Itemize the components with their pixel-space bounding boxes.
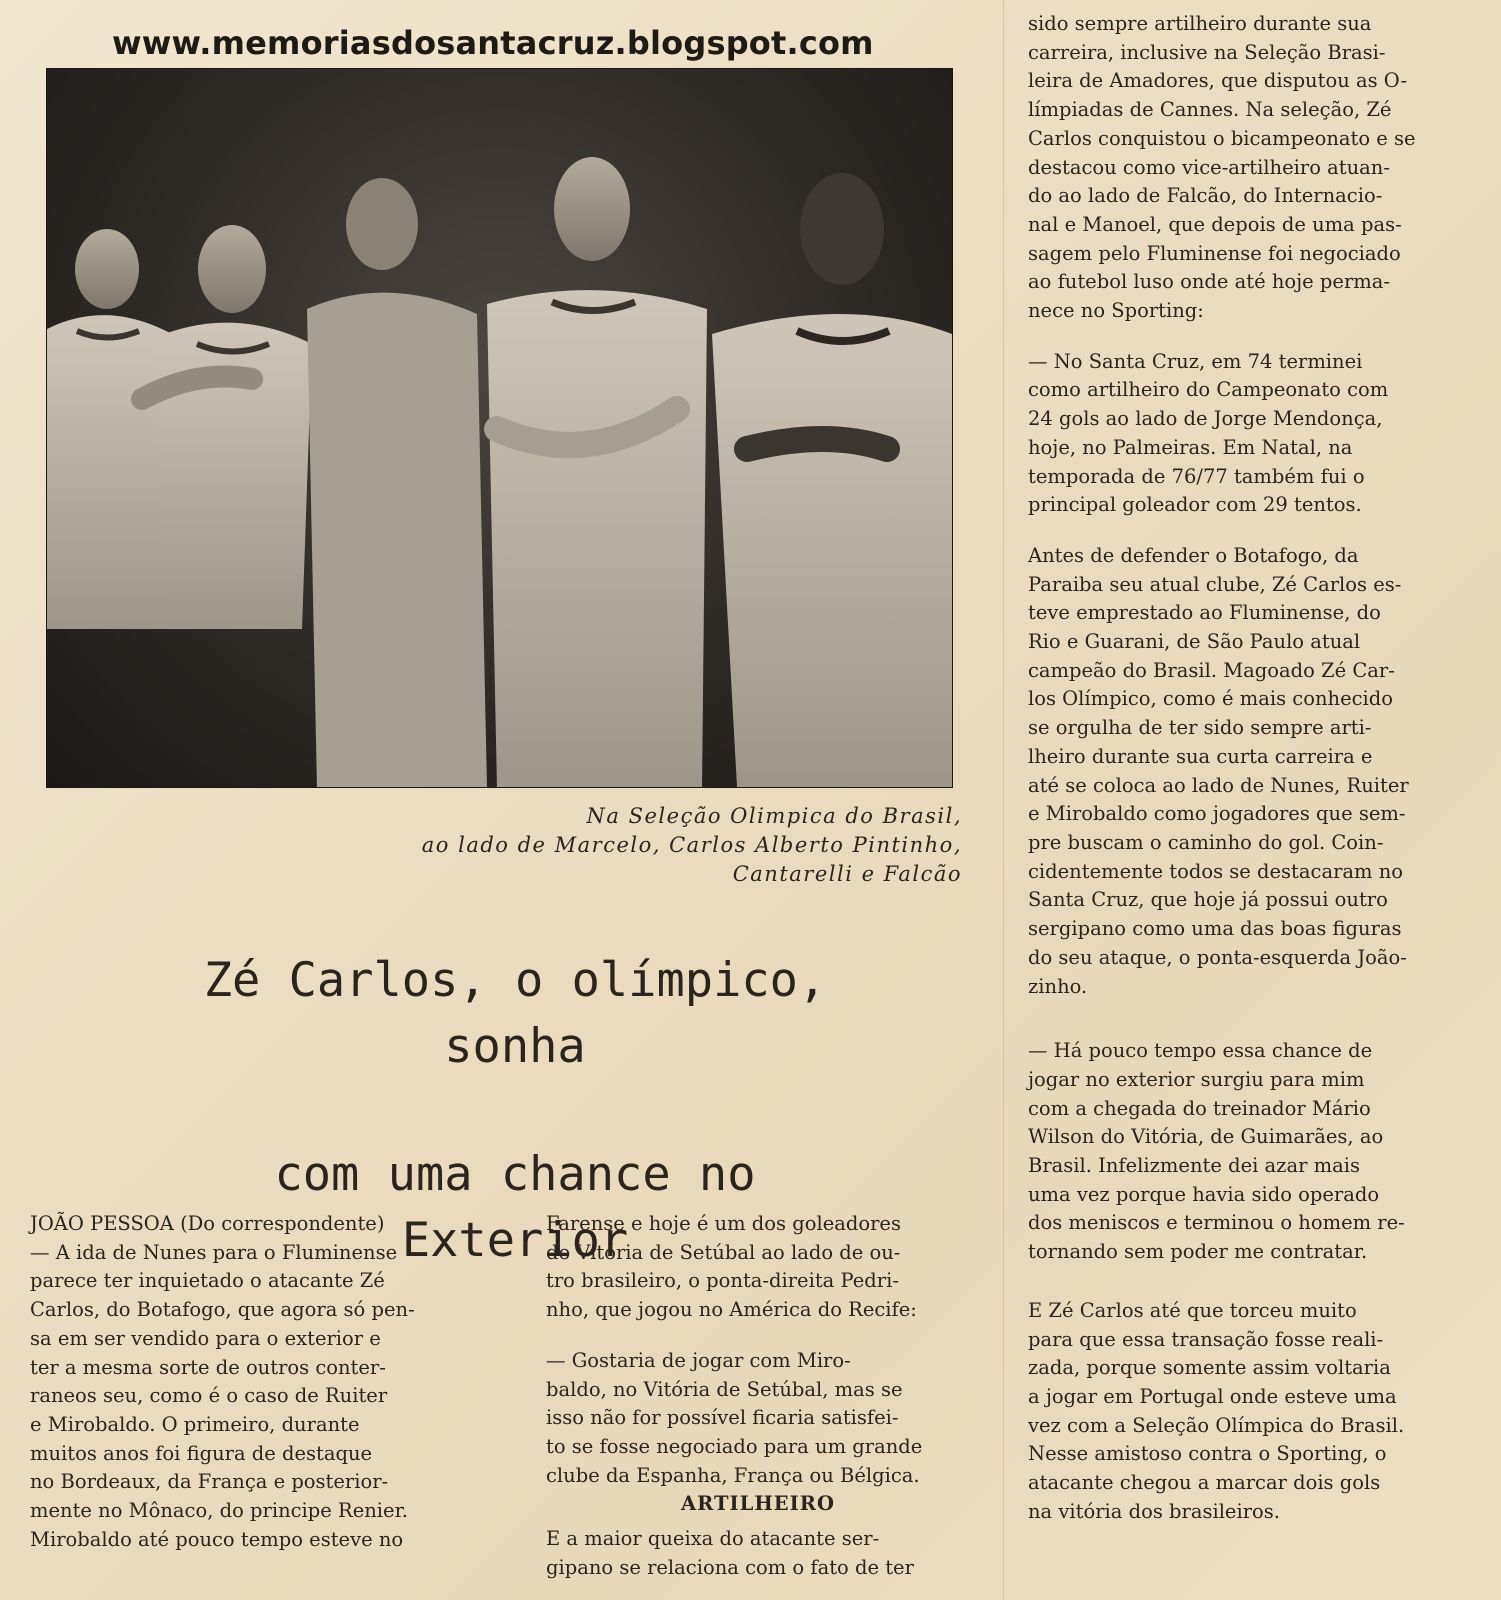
text-line: sido sempre artilheiro durante sua: [1028, 12, 1372, 35]
text-line: Rio e Guarani, de São Paulo atual: [1028, 630, 1361, 654]
column-rule: [1003, 0, 1004, 1600]
text-line: baldo, no Vitória de Setúbal, mas se: [546, 1377, 903, 1401]
text-line: Farense e hoje é um dos goleadores: [546, 1212, 901, 1235]
caption-line: Cantarelli e Falcão: [732, 862, 962, 886]
text-line: destacou como vice-artilheiro atuan-: [1028, 155, 1390, 179]
text-line: nece no Sporting:: [1028, 299, 1204, 323]
blog-url: www.memoriasdosantacruz.blogspot.com: [112, 24, 874, 62]
text-line: Wilson do Vitória, de Guimarães, ao: [1028, 1125, 1384, 1149]
text-line: Carlos conquistou o bicampeonato e se: [1028, 126, 1416, 150]
text-line: gipano se relaciona com o fato de ter: [546, 1555, 914, 1579]
text-line: como artilheiro do Campeonato com: [1028, 378, 1389, 402]
text-line: cidentemente todos se destacaram no: [1028, 859, 1404, 883]
text-line: lheiro durante sua curta carreira e: [1028, 744, 1373, 768]
caption-line: Na Seleção Olimpica do Brasil,: [586, 804, 962, 828]
text-line: zinho.: [1028, 974, 1088, 998]
text-line: carreira, inclusive na Seleção Brasi-: [1028, 40, 1386, 64]
text-line: vez com a Seleção Olímpica do Brasil.: [1028, 1413, 1405, 1437]
text-line: leira de Amadores, que disputou as O-: [1028, 69, 1408, 93]
text-line: Nesse amistoso contra o Sporting, o: [1028, 1442, 1387, 1466]
team-photo-icon: [47, 69, 952, 787]
text-line: los Olímpico, como é mais conhecido: [1028, 687, 1393, 711]
text-line: tro brasileiro, o ponta-direita Pedri-: [546, 1269, 899, 1293]
text-line: raneos seu, como é o caso de Ruiter: [30, 1384, 388, 1408]
text-line: ao futebol luso onde até hoje perma-: [1028, 270, 1390, 294]
headline-line: Zé Carlos, o olímpico, sonha: [203, 953, 827, 1074]
text-line: sagem pelo Fluminense foi negociado: [1028, 241, 1401, 265]
photo-caption: [300, 802, 962, 889]
text-line: — A ida de Nunes para o Fluminense: [30, 1240, 398, 1264]
text-line: teve emprestado ao Fluminense, do: [1028, 601, 1381, 625]
subheading: ARTILHEIRO: [681, 1492, 835, 1516]
article-column-3: [1028, 10, 1458, 1526]
text-line: muitos anos foi figura de destaque: [30, 1441, 373, 1465]
text-line: 24 gols ao lado de Jorge Mendonça,: [1028, 407, 1383, 431]
team-photo: [46, 68, 953, 788]
text-line: até se coloca ao lado de Nunes, Ruiter: [1028, 773, 1409, 797]
text-line: E Zé Carlos até que torceu muito: [1028, 1298, 1357, 1322]
text-line: Paraiba seu atual clube, Zé Carlos es-: [1028, 572, 1402, 596]
text-line: zada, porque somente assim voltaria: [1028, 1356, 1391, 1380]
text-line: nal e Manoel, que depois de uma pas-: [1028, 212, 1402, 236]
text-line: tornando sem poder me contratar.: [1028, 1240, 1368, 1264]
caption-line: ao lado de Marcelo, Carlos Alberto Pintinho,: [421, 833, 962, 857]
text-line: — No Santa Cruz, em 74 terminei: [1028, 349, 1363, 373]
text-line: na vitória dos brasileiros.: [1028, 1499, 1280, 1523]
text-line: clube da Espanha, França ou Bélgica.: [546, 1463, 920, 1487]
text-line: parece ter inquietado o atacante Zé: [30, 1269, 385, 1293]
text-line: uma vez porque havia sido operado: [1028, 1182, 1380, 1206]
text-line: com a chegada do treinador Mário: [1028, 1096, 1371, 1120]
text-line: — Gostaria de jogar com Miro-: [546, 1348, 851, 1372]
text-line: e Mirobaldo como jogadores que sem-: [1028, 802, 1406, 826]
text-line: atacante chegou a marcar dois gols: [1028, 1471, 1381, 1495]
text-line: Brasil. Infelizmente dei azar mais: [1028, 1154, 1360, 1178]
text-line: ter a mesma sorte de outros conter-: [30, 1355, 386, 1379]
text-line: to se fosse negociado para um grande: [546, 1434, 923, 1458]
text-line: isso não for possível ficaria satisfei-: [546, 1406, 899, 1430]
article-column-2: [546, 1210, 970, 1582]
text-line: do ao lado de Falcão, do Internacio-: [1028, 184, 1383, 208]
text-line: principal goleador com 29 tentos.: [1028, 493, 1362, 517]
text-line: do seu ataque, o ponta-esquerda João-: [1028, 945, 1407, 969]
text-line: Carlos, do Botafogo, que agora só pen-: [30, 1298, 415, 1322]
text-line: para que essa transação fosse reali-: [1028, 1327, 1384, 1351]
text-line: Antes de defender o Botafogo, da: [1028, 543, 1359, 567]
text-line: no Bordeaux, da França e posterior-: [30, 1470, 389, 1494]
text-line: E a maior queixa do atacante ser-: [546, 1527, 880, 1551]
text-line: sergipano como uma das boas figuras: [1028, 917, 1402, 941]
dateline: JOÃO PESSOA (Do correspondente): [30, 1212, 385, 1235]
text-line: hoje, no Palmeiras. Em Natal, na: [1028, 435, 1353, 459]
text-line: mente no Mônaco, do principe Renier.: [30, 1499, 408, 1523]
text-line: pre buscam o caminho do gol. Coin-: [1028, 830, 1384, 854]
text-line: Santa Cruz, que hoje já possui outro: [1028, 888, 1388, 912]
text-line: — Há pouco tempo essa chance de: [1028, 1039, 1373, 1063]
text-line: jogar no exterior surgiu para mim: [1028, 1067, 1365, 1091]
text-line: temporada de 76/77 também fui o: [1028, 464, 1365, 488]
text-line: límpiadas de Cannes. Na seleção, Zé: [1028, 98, 1392, 122]
text-line: dos meniscos e terminou o homem re-: [1028, 1211, 1405, 1235]
text-line: campeão do Brasil. Magoado Zé Car-: [1028, 658, 1395, 682]
text-line: sa em ser vendido para o exterior e: [30, 1326, 381, 1350]
text-line: Mirobaldo até pouco tempo esteve no: [30, 1527, 404, 1551]
text-line: nho, que jogou no América do Recife:: [546, 1298, 917, 1322]
text-line: se orgulha de ter sido sempre arti-: [1028, 716, 1372, 740]
text-line: do Vitória de Setúbal ao lado de ou-: [546, 1240, 901, 1264]
headline-line: com uma chance no Exterior: [274, 1147, 756, 1268]
article-column-1: [30, 1210, 458, 1554]
text-line: a jogar em Portugal onde esteve uma: [1028, 1384, 1397, 1408]
text-line: e Mirobaldo. O primeiro, durante: [30, 1412, 360, 1436]
